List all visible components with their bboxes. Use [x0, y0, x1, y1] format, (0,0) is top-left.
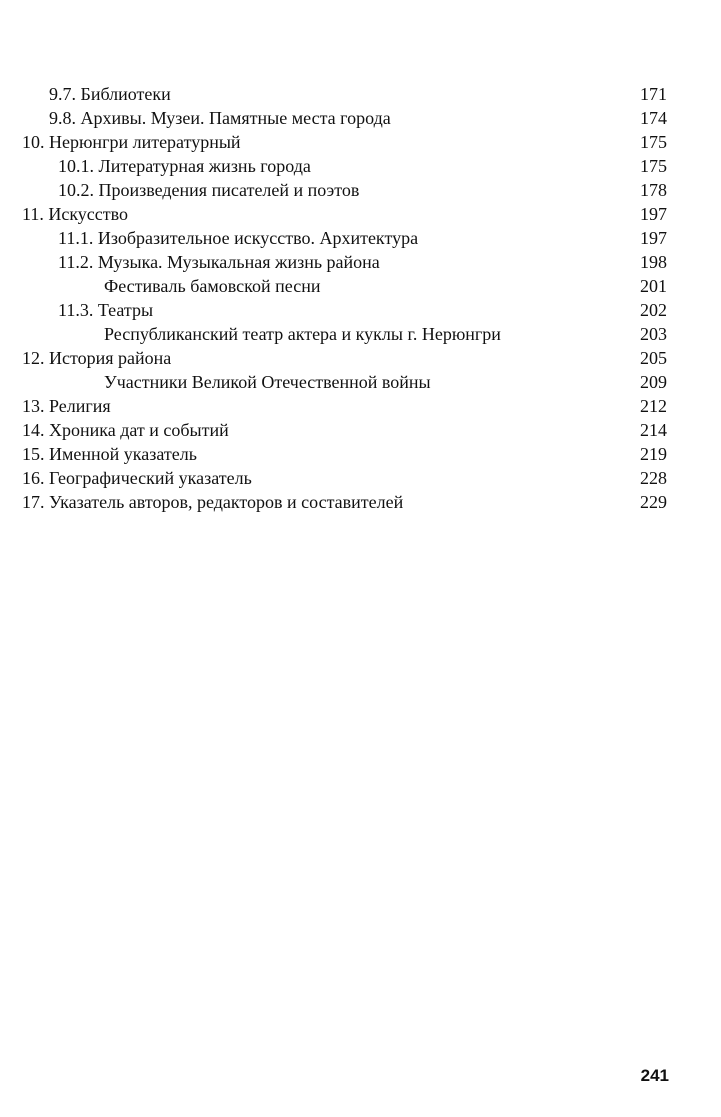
toc-entry-page: 228 [640, 468, 667, 488]
toc-entry-title: 17. Указатель авторов, редакторов и составителей [22, 492, 404, 512]
toc-entry-title: 10. Нерюнгри литературный [22, 132, 241, 152]
toc-entry-page: 175 [640, 156, 667, 176]
toc-entry-title: 11.2. Музыка. Музыкальная жизнь района [58, 252, 380, 272]
toc-entry [0, 202, 721, 226]
toc-entry [0, 394, 721, 418]
toc-entry-title: Фестиваль бамовской песни [104, 276, 321, 296]
toc-entry [0, 346, 721, 370]
toc-entry-title: 10.1. Литературная жизнь города [58, 156, 311, 176]
toc-entry [0, 82, 721, 106]
toc-entry-page: 205 [640, 348, 667, 368]
toc-entry [0, 106, 721, 130]
toc-entry-page: 198 [640, 252, 667, 272]
toc-entry-page: 214 [640, 420, 667, 440]
toc-entry-page: 178 [640, 180, 667, 200]
toc-entry-title: 9.8. Архивы. Музеи. Памятные места города [49, 108, 391, 128]
toc-entry [0, 466, 721, 490]
toc-entry-page: 197 [640, 204, 667, 224]
toc-entry-title: 12. История района [22, 348, 172, 368]
toc-entry [0, 130, 721, 154]
toc-entry-page: 229 [640, 492, 667, 512]
toc-entry-page: 203 [640, 324, 667, 344]
toc-entry [0, 226, 721, 250]
toc-entry [0, 274, 721, 298]
toc-entry-page: 219 [640, 444, 667, 464]
toc-entry [0, 370, 721, 394]
toc-entry-page: 174 [640, 108, 667, 128]
toc-entry-title: 10.2. Произведения писателей и поэтов [58, 180, 360, 200]
toc-entry [0, 490, 721, 514]
toc-entry-title: 11. Искусство [22, 204, 129, 224]
toc-entry [0, 322, 721, 346]
toc-entry-title: Республиканский театр актера и куклы г. Нерюнгри [104, 324, 501, 344]
toc-entry-title: 16. Географический указатель [22, 468, 252, 488]
toc-entry-page: 197 [640, 228, 667, 248]
toc-entry [0, 298, 721, 322]
toc-entry-title: 14. Хроника дат и событий [22, 420, 229, 440]
toc-entry-title: 13. Религия [22, 396, 111, 416]
toc-entry [0, 418, 721, 442]
table-of-contents [0, 82, 721, 514]
toc-entry [0, 250, 721, 274]
toc-entry-page: 202 [640, 300, 667, 320]
toc-entry [0, 178, 721, 202]
toc-entry [0, 154, 721, 178]
toc-entry-page: 175 [640, 132, 667, 152]
toc-entry-title: 15. Именной указатель [22, 444, 197, 464]
toc-entry-title: 9.7. Библиотеки [49, 84, 171, 104]
toc-entry [0, 442, 721, 466]
toc-entry-page: 171 [640, 84, 667, 104]
toc-entry-page: 201 [640, 276, 667, 296]
toc-entry-page: 212 [640, 396, 667, 416]
page-number: 241 [640, 1066, 669, 1085]
toc-entry-title: 11.3. Театры [58, 300, 154, 320]
toc-entry-title: Участники Великой Отечественной войны [104, 372, 431, 392]
toc-entry-title: 11.1. Изобразительное искусство. Архитектура [58, 228, 419, 248]
toc-entry-page: 209 [640, 372, 667, 392]
